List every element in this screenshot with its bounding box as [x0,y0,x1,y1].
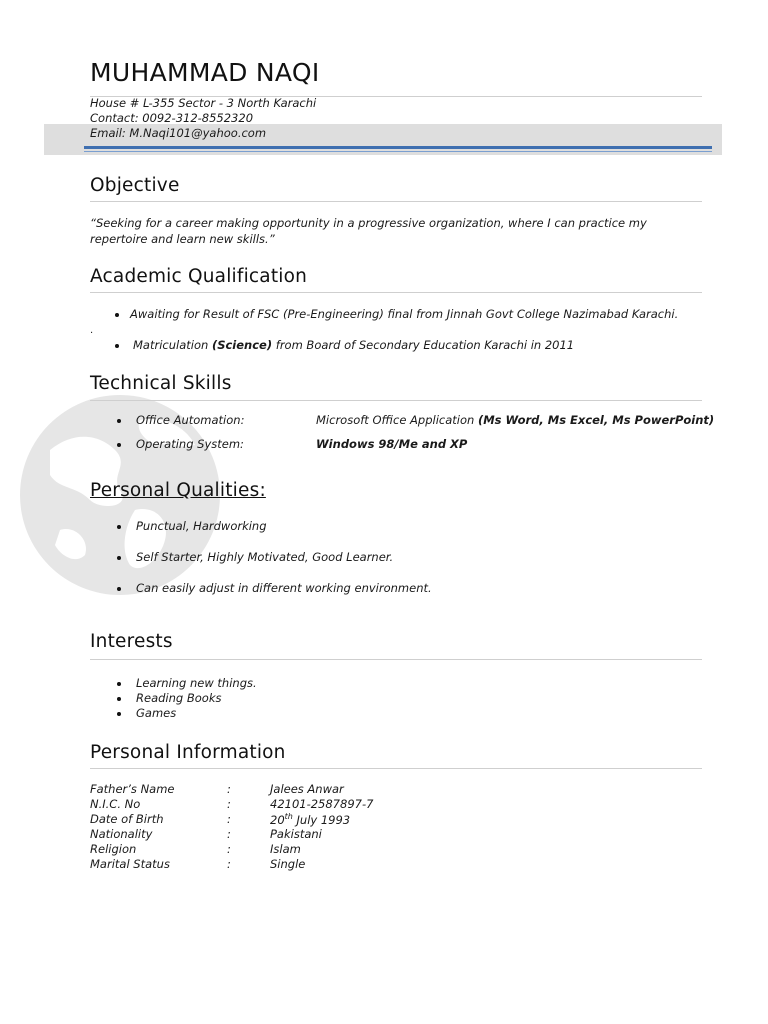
personal-label: Nationality [90,827,153,841]
academic-divider [90,292,702,293]
quality-item: Punctual, Hardworking [136,519,267,533]
bullet-icon [117,712,121,716]
personal-colon: : [227,797,231,811]
academic-item: Awaiting for Result of FSC (Pre-Engineering) final from Jinnah Govt College Nazimabad Karachi. [130,307,679,321]
personal-colon: : [227,842,231,856]
personal-value: Islam [270,842,301,856]
personal-value [270,812,350,827]
bullet-icon [117,419,121,423]
technical-heading: Technical Skills [90,373,232,394]
personal-heading: Personal Information [90,742,286,763]
bullet-icon [117,682,121,686]
dob-day: 20 [270,812,285,827]
personal-value: 42101-2587897-7 [270,797,374,811]
skill-value [316,413,714,427]
bullet-icon [115,313,119,317]
dob-suffix: th [284,812,293,821]
bullet-icon [117,697,121,701]
dob-rest: July 1993 [292,812,351,827]
academic-item-post: from Board of Secondary Education Karachi in 2011 [272,338,575,352]
interests-heading: Interests [90,631,173,652]
technical-divider [90,400,702,401]
bullet-icon [117,525,121,529]
academic-item [133,338,574,352]
academic-item-bold: (Science) [211,338,273,352]
skill-label: Operating System: [136,437,244,451]
personal-colon: : [227,827,231,841]
skill-value [316,437,467,451]
personal-label: Religion [90,842,137,856]
academic-item-pre: Matriculation [133,338,212,352]
qualities-heading: Personal Qualities: [90,480,266,501]
personal-colon: : [227,782,231,796]
email-line: Email: M.Naqi101@yahoo.com [90,126,267,140]
interest-item: Games [136,706,177,720]
personal-label: Father’s Name [90,782,175,796]
personal-value: Jalees Anwar [270,782,344,796]
personal-value: Single [270,857,306,871]
resume-name: MUHAMMAD NAQI [90,58,320,87]
skill-label: Office Automation: [136,413,245,427]
objective-heading: Objective [90,175,180,196]
interest-item: Reading Books [136,691,222,705]
bullet-icon [117,556,121,560]
personal-value: Pakistani [270,827,322,841]
address-line: House # L-355 Sector - 3 North Karachi [90,96,317,110]
skill-value-bold: Windows 98/Me and XP [316,437,468,451]
interests-divider [90,659,702,660]
skill-value-bold: (Ms Word, Ms Excel, Ms PowerPoint) [477,413,715,427]
personal-label: N.I.C. No [90,797,141,811]
personal-label: Marital Status [90,857,170,871]
personal-label: Date of Birth [90,812,164,826]
skill-value-text: Microsoft Office Application [316,413,478,427]
stray-mark: . [90,325,94,336]
quality-item: Self Starter, Highly Motivated, Good Learner. [136,550,394,564]
interest-item: Learning new things. [136,676,257,690]
bullet-icon [115,344,119,348]
personal-colon: : [227,857,231,871]
objective-text: “Seeking for a career making opportunity in a progressive organization, where I can practice my repertoire and learn new skills.” [90,216,647,246]
header-blue-rule-thin [84,151,712,152]
academic-heading: Academic Qualification [90,266,308,287]
contact-line: Contact: 0092-312-8552320 [90,111,254,125]
personal-divider [90,768,702,769]
bullet-icon [117,587,121,591]
objective-divider [90,201,702,202]
bullet-icon [117,443,121,447]
quality-item: Can easily adjust in different working environment. [136,581,432,595]
header-blue-rule [84,146,712,149]
personal-colon: : [227,812,231,826]
